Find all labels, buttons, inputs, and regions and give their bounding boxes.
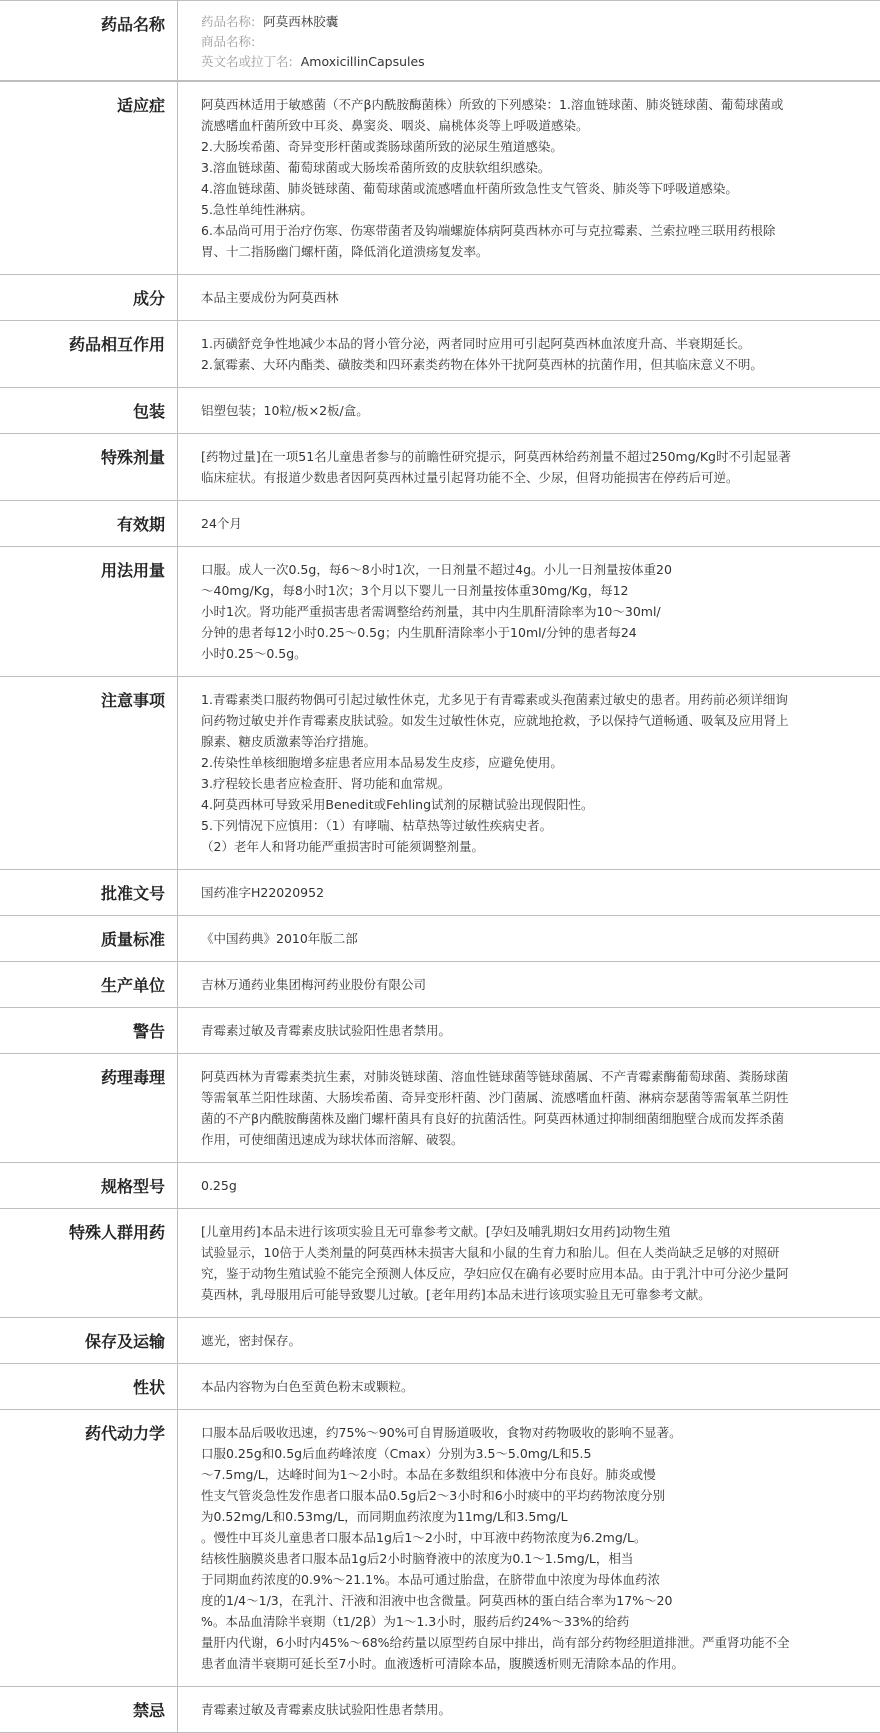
info-row: [0, 1008, 880, 1054]
row-paragraph: 4.阿莫西林可导致采用Benedit或Fehling试剂的尿糖试验出现假阳性。: [201, 797, 594, 812]
row-label: 注意事项: [0, 677, 178, 869]
row-paragraph: 5.急性单纯性淋病。: [201, 202, 313, 217]
name-values: [178, 1, 880, 80]
row-label: 包装: [0, 388, 178, 433]
row-paragraph: 阿莫西林为青霉素类抗生素，对肺炎链球菌、溶血性链球菌等链球菌属、不产青霉素酶葡萄球菌、粪肠球菌等需氧革兰阳性球菌、大肠埃希菌、奇异变形杆菌、沙门菌属、流感嗜血杆菌、淋病奈瑟菌等需氧革兰阴性菌的不产β内酰胺酶菌株及幽门螺杆菌具有良好的抗菌活性。阿莫西林通过抑制细菌细胞壁合成而发挥杀菌作用，可使细菌迅速成为球状体而溶解、破裂。: [201, 1069, 789, 1147]
info-row: [0, 321, 880, 388]
row-value: [178, 962, 880, 1007]
info-row: [0, 1410, 880, 1687]
row-label: 质量标准: [0, 916, 178, 961]
info-row: [0, 1364, 880, 1410]
info-row: [0, 1054, 880, 1163]
row-paragraph: 吉林万通药业集团梅河药业股份有限公司: [201, 977, 427, 992]
row-paragraph: 青霉素过敏及青霉素皮肤试验阳性患者禁用。: [201, 1702, 452, 1717]
row-value: [178, 1054, 880, 1162]
row-paragraph: 5.下列情况下应慎用：（1）有哮喘、枯草热等过敏性疾病史者。: [201, 818, 553, 833]
row-value: [178, 870, 880, 915]
row-label: 保存及运输: [0, 1318, 178, 1363]
row-value: [178, 1008, 880, 1053]
row-paragraph: [药物过量]在一项51名儿童患者参与的前瞻性研究提示，阿莫西林给药剂量不超过250mg/Kg时不引起显著临床症状。有报道少数患者因阿莫西林过量引起肾功能不全、少尿，但肾功能损害在停药后可逆。: [201, 449, 791, 485]
row-value: [178, 1163, 880, 1208]
row-value: [178, 434, 880, 500]
row-label: 生产单位: [0, 962, 178, 1007]
row-label: 药品名称: [0, 1, 178, 80]
english-name: AmoxicillinCapsules: [300, 54, 425, 69]
info-row: [0, 388, 880, 434]
row-value: [178, 1687, 880, 1732]
info-row: [0, 916, 880, 962]
row-paragraph: 本品主要成份为阿莫西林: [201, 290, 339, 305]
row-label: 有效期: [0, 501, 178, 546]
row-paragraph: 铝塑包装；10粒/板×2板/盒。: [201, 403, 369, 418]
row-paragraph: 口服本品后吸收迅速，约75%～90%可自胃肠道吸收，食物对药物吸收的影响不显著。 口服0.25g和0.5g后血药峰浓度（Cmax）分别为3.5～5.0mg/L和5.5 ～7.5mg/L，达峰时间为1～2小时。本品在多数组织和体液中分布良好。肺炎或慢 性支气管炎急性发作患者口服本品0.5g后2～3小时和6小时痰中的平均药物浓度分别 为0.52mg/L和0.53mg/L，而同期血药浓度为11mg/L和3.5mg/L 。慢性中耳炎儿童患者口服本品1g后1～2小时，中耳液中药物浓度为6.2mg/L。 结核性脑膜炎患者口服本品1g后2小时脑脊液中的浓度为0.1～1.5mg/L，相当 于同期血药浓度的0.9%～21.1%。本品可通过胎盘，在脐带血中浓度为母体血药浓 度的1/4～1/3，在乳汁、汗液和泪液中也含微量。阿莫西林的蛋白结合率为17%～20 %。本品血清除半衰期（t1/2β）为1～1.3小时，服药后约24%～33%的给药 量肝内代谢，6小时内45%～68%给药量以原型药自尿中排出，尚有部分药物经胆道排泄。严重肾功能不全患者血清半衰期可延长至7小时。血液透析可清除本品，腹膜透析则无清除本品的作用。: [201, 1425, 790, 1671]
row-label: 特殊人群用药: [0, 1209, 178, 1317]
info-row: [0, 870, 880, 916]
row-paragraph: 6.本品尚可用于治疗伤寒、伤寒带菌者及钩端螺旋体病阿莫西林亦可与克拉霉素、兰索拉唑三联用药根除胃、十二指肠幽门螺杆菌，降低消化道溃疡复发率。: [201, 223, 776, 259]
row-value: [178, 1318, 880, 1363]
name-key: 英文名或拉丁名:: [201, 54, 293, 69]
row-value: [178, 275, 880, 320]
row-paragraph: 3.疗程较长患者应检查肝、肾功能和血常规。: [201, 776, 451, 791]
row-paragraph: 阿莫西林适用于敏感菌（不产β内酰胺酶菌株）所致的下列感染：1.溶血链球菌、肺炎链球菌、葡萄球菌或流感嗜血杆菌所致中耳炎、鼻窦炎、咽炎、扁桃体炎等上呼吸道感染。: [201, 97, 784, 133]
row-value: [178, 501, 880, 546]
generic-name-line: [201, 12, 792, 32]
row-paragraph: 青霉素过敏及青霉素皮肤试验阳性患者禁用。: [201, 1023, 452, 1038]
generic-name: 阿莫西林胶囊: [263, 14, 339, 29]
row-label: 规格型号: [0, 1163, 178, 1208]
row-paragraph: 1.丙磺舒竞争性地减少本品的肾小管分泌，两者同时应用可引起阿莫西林血浓度升高、半衰期延长。: [201, 336, 751, 351]
row-paragraph: [儿童用药]本品未进行该项实验且无可靠参考文献。[孕妇及哺乳期妇女用药]动物生殖 试验显示，10倍于人类剂量的阿莫西林未损害大鼠和小鼠的生育力和胎儿。但在人类尚缺乏足够的对照研究，鉴于动物生殖试验不能完全预测人体反应，孕妇应仅在确有必要时应用本品。由于乳汁中可分泌少量阿莫西林，乳母服用后可能导致婴儿过敏。[老年用药]本品未进行该项实验且无可靠参考文献。: [201, 1224, 789, 1302]
info-row: [0, 1163, 880, 1209]
row-paragraph: 遮光，密封保存。: [201, 1333, 302, 1348]
row-paragraph: 3.溶血链球菌、葡萄球菌或大肠埃希菌所致的皮肤软组织感染。: [201, 160, 551, 175]
row-paragraph: 24个月: [201, 516, 242, 531]
english-name-line: [201, 52, 792, 72]
row-paragraph: 2.大肠埃希菌、奇异变形杆菌或粪肠球菌所致的泌尿生殖道感染。: [201, 139, 563, 154]
row-label: 药代动力学: [0, 1410, 178, 1686]
row-paragraph: （2）老年人和肾功能严重损害时可能须调整剂量。: [201, 839, 484, 854]
row-value: [178, 1410, 880, 1686]
info-row: [0, 275, 880, 321]
info-row: [0, 81, 880, 275]
row-label: 成分: [0, 275, 178, 320]
row-value: [178, 388, 880, 433]
info-row: [0, 501, 880, 547]
info-row: [0, 1687, 880, 1733]
row-label: 批准文号: [0, 870, 178, 915]
info-row: [0, 1209, 880, 1318]
name-row: [0, 0, 880, 81]
row-value: [178, 916, 880, 961]
row-label: 警告: [0, 1008, 178, 1053]
row-paragraph: 2.氯霉素、大环内酯类、磺胺类和四环素类药物在体外干扰阿莫西林的抗菌作用，但其临床意义不明。: [201, 357, 763, 372]
row-label: 特殊剂量: [0, 434, 178, 500]
name-key: 商品名称:: [201, 34, 256, 49]
row-paragraph: 国药准字H22020952: [201, 885, 325, 900]
info-row: [0, 677, 880, 870]
row-label: 药品相互作用: [0, 321, 178, 387]
row-label: 药理毒理: [0, 1054, 178, 1162]
row-paragraph: 本品内容物为白色至黄色粉末或颗粒。: [201, 1379, 414, 1394]
row-value: [178, 1364, 880, 1409]
row-paragraph: 《中国药典》2010年版二部: [201, 931, 358, 946]
info-row: [0, 547, 880, 677]
section-rows: [0, 81, 880, 1733]
row-paragraph: 1.青霉素类口服药物偶可引起过敏性休克，尤多见于有青霉素或头孢菌素过敏史的患者。用药前必须详细询问药物过敏史并作青霉素皮肤试验。如发生过敏性休克，应就地抢救，予以保持气道畅通、吸氧及应用肾上腺素、糖皮质激素等治疗措施。: [201, 692, 789, 749]
row-value: [178, 82, 880, 274]
row-paragraph: 2.传染性单核细胞增多症患者应用本品易发生皮疹，应避免使用。: [201, 755, 563, 770]
row-label: 适应症: [0, 82, 178, 274]
info-row: [0, 1318, 880, 1364]
row-paragraph: 4.溶血链球菌、肺炎链球菌、葡萄球菌或流感嗜血杆菌所致急性支气管炎、肺炎等下呼吸道感染。: [201, 181, 738, 196]
row-paragraph: 0.25g: [201, 1178, 237, 1193]
row-value: [178, 547, 880, 676]
trade-name-line: [201, 32, 792, 52]
name-key: 药品名称:: [201, 14, 256, 29]
row-label: 用法用量: [0, 547, 178, 676]
info-row: [0, 962, 880, 1008]
row-value: [178, 677, 880, 869]
row-label: 禁忌: [0, 1687, 178, 1732]
row-label: 性状: [0, 1364, 178, 1409]
info-row: [0, 434, 880, 501]
row-value: [178, 1209, 880, 1317]
row-value: [178, 321, 880, 387]
row-paragraph: 口服。成人一次0.5g，每6～8小时1次，一日剂量不超过4g。小儿一日剂量按体重20 ～40mg/Kg，每8小时1次；3个月以下婴儿一日剂量按体重30mg/Kg，每12 小时1次。肾功能严重损害患者需调整给药剂量，其中内生肌酐清除率为10～30ml/ 分钟的患者每12小时0.25～0.5g；内生肌酐清除率小于10ml/分钟的患者每24 小时0.25～0.5g。: [201, 562, 672, 661]
